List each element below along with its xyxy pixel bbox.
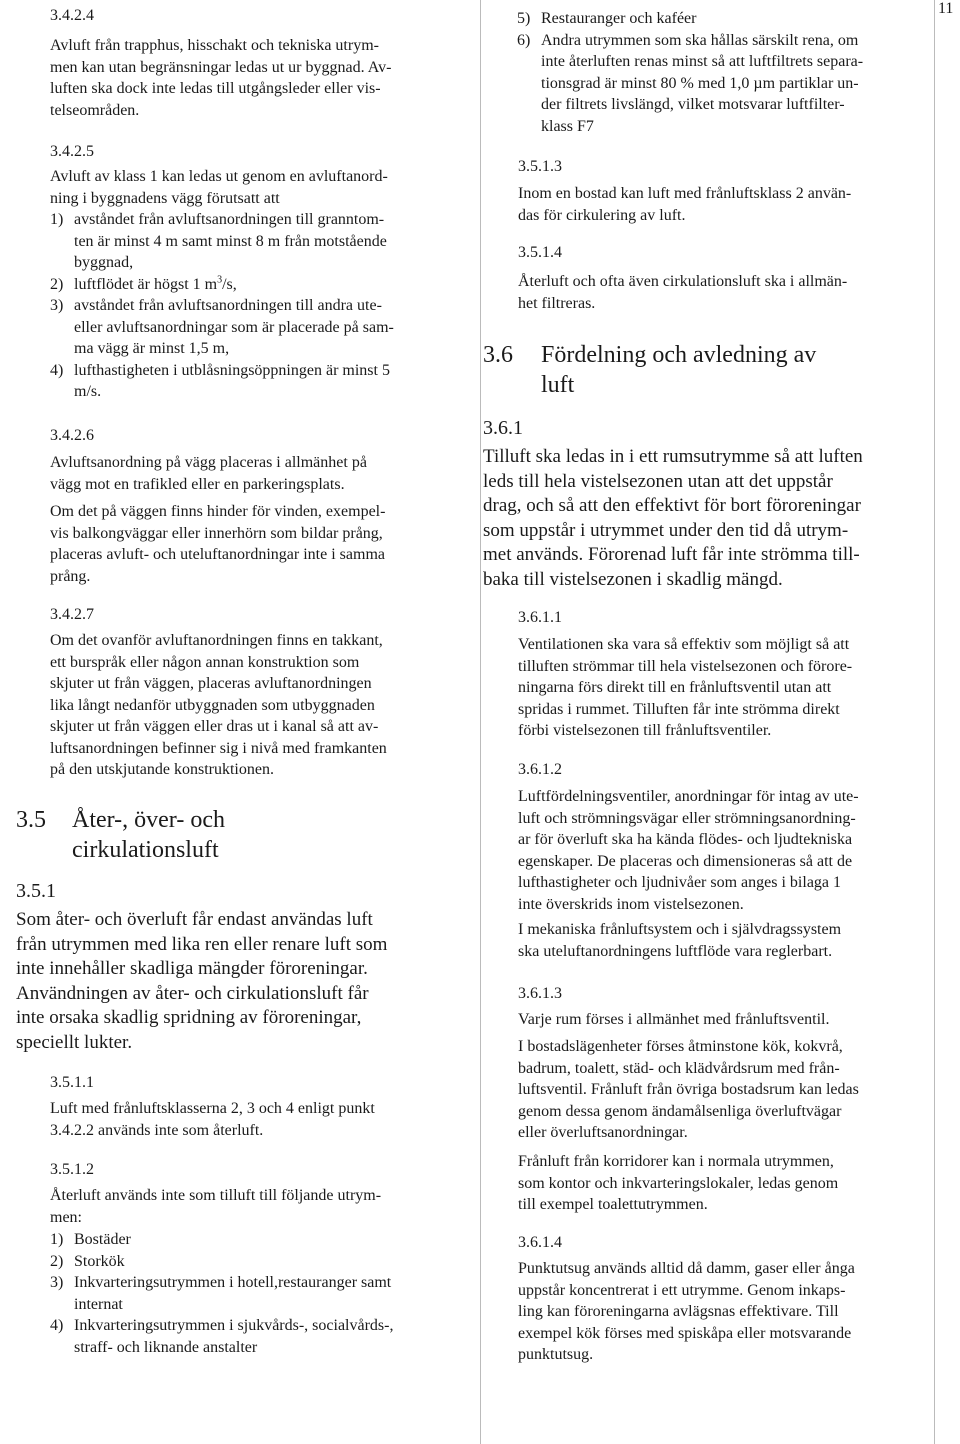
list-label: 1) [50,211,64,228]
text-line: egenskaper. De placeras och dimensioneras så att de [518,852,853,870]
paragraph-3-4-2-6-b [50,501,450,587]
list-text: Bostäder [74,1231,131,1248]
text-line: met används. Förorenad luft får inte strömma till- [483,544,860,565]
section-number-3-5-1-1: 3.5.1.1 [50,1074,94,1091]
text-line: från utrymmen med lika ren eller renare luft som [16,933,388,955]
text-line: skjuter ut från väggen eller dras ut i kanal så att av- [50,718,379,735]
paragraph-3-5-1 [16,908,450,1055]
paragraph-3-4-2-4 [50,35,450,121]
list-item [517,30,919,138]
text-line: inte överskrids inom vistelsezonen. [518,895,744,913]
list-text: Restauranger och kaféer [541,10,697,27]
text-line: Varje rum förses i allmänhet med frånluftsventil. [518,1011,830,1028]
paragraph-3-5-1-1 [50,1098,450,1141]
text-line: telseområden. [50,101,140,119]
text-line: ska uteluftanordningens luftflöde vara reglerbart. [518,942,833,960]
text-line: eller överluftsanordningar. [518,1124,688,1141]
text-line: genom dessa genom ändamålsenliga överluftvägar [518,1102,842,1120]
text-line: leds till hela vistelsezonen utan att det uppstår [483,470,833,492]
list-label: 4) [50,1317,64,1334]
text-line: Tilluft ska ledas in i ett rumsutrymme så att luften [483,446,863,467]
list-item [517,8,919,30]
list-label: 2) [50,275,64,293]
list-3-4-2-5 [50,209,450,403]
text-line: luftsanordningen befinner sig i nivå med framkanten [50,739,387,757]
list-item [50,295,450,360]
paragraph-3-6-1 [483,445,919,592]
text-line: Återluft används inte som tilluft till följande utrym- [50,1187,382,1204]
paragraph-3-5-1-3 [518,183,918,226]
text-line: ar för överluft ska ha kända flödes- och ljudtekniska [518,831,853,848]
section-number-3-6-1-2: 3.6.1.2 [518,761,562,778]
text-line: Om det ovanför avluftanordningen finns en takkant, [50,632,383,649]
text-line: till exempel toalettutrymmen. [518,1196,708,1213]
section-number-3-6-1-3: 3.6.1.3 [518,985,562,1002]
list-label: 6) [517,31,531,49]
list-item [50,1229,450,1251]
text-line: men kan utan begränsningar ledas ut ur byggnad. Av- [50,58,392,76]
text-line: Inom en bostad kan luft med frånluftsklass 2 använ- [518,185,852,202]
text-line: vis balkongväggar eller innerhörn som bildar prång, [50,524,383,542]
list-text: Storkök [74,1252,125,1270]
text-line: luft och strömningsvägar eller strömningsanordning- [518,809,856,827]
list-label: 4) [50,361,64,379]
text-line: Ventilationen ska vara så effektiv som möjligt så att [518,636,850,653]
text-line: ning i byggnadens vägg förutsatt att [50,189,280,207]
section-number-3-4-2-5: 3.4.2.5 [50,143,94,160]
text-line: skjuter ut från väggen, placeras avluftanordningen [50,675,372,692]
text-line: Luftfördelningsventiler, anordningar för intag av ute- [518,788,859,805]
paragraph-3-6-1-3-a [518,1009,918,1031]
list-text: Inkvarteringsutrymmen i hotell,restauranger samt internat [74,1274,392,1313]
section-number-3-5-1-4: 3.5.1.4 [518,244,562,261]
text-line: Som åter- och överluft får endast användas luft [16,909,373,930]
list-label: 3) [50,1274,64,1291]
list-item [50,209,450,274]
list-text: luftflödet är högst 1 $m^3/s$, [74,274,237,293]
list-item [50,1272,450,1315]
text-line: men: [50,1208,82,1226]
text-line: Avluftsanordning på vägg placeras i allmänhet på [50,454,367,471]
text-line: tilluften strömmar till hela vistelsezonen och förore- [518,657,853,675]
paragraph-3-4-2-5-intro [50,166,450,209]
text-line: Avluft från trapphus, hisschakt och tekniska utrym- [50,37,379,54]
text-line: ling kan föroreningarna avlägsnas effektivare. Till [518,1303,839,1320]
superscript: 3 [217,274,223,286]
text-line: som kontor och inkvarteringslokaler, ledas genom [518,1174,839,1192]
text-line: placeras avluft- och uteluftanordningar inte i samma [50,546,385,563]
paragraph-3-5-1-4 [518,271,918,314]
paragraph-3-6-1-3-c [518,1151,918,1216]
text-line: Luft med frånluftsklasserna 2, 3 och 4 enligt punkt [50,1100,375,1117]
heading-3-6: Fördelning och avledning av luft [541,342,817,398]
section-number-3-6-1-1: 3.6.1.1 [518,609,562,626]
text-line: exempel kök förses med spiskåpa eller motsvarande [518,1324,852,1342]
section-number-3-6-1: 3.6.1 [483,417,523,439]
text-line: luftsventil. Frånluft från övriga bostadsrum kan ledas [518,1081,859,1098]
text-line: luften ska dock inte ledas till utgångsleder eller vis- [50,80,381,97]
text-line: 3.4.2.2 används inte som återluft. [50,1121,264,1139]
text-line: Punktutsug används alltid då damm, gaser eller ånga [518,1260,855,1277]
text-line: Om det på väggen finns hinder för vinden, exempel- [50,503,386,520]
paragraph-3-4-2-6-a [50,452,450,495]
text-line: ett burspråk eller någon annan konstruktion som [50,653,360,671]
section-number-3-4-2-4: 3.4.2.4 [50,7,94,24]
list-text: avståndet från avluftsanordningen till andra ute- eller avluftsanordningar som är placerade på sam- ma vägg är minst 1,5 m, [74,297,394,357]
text-line: uppstår koncentrerat i ett utrymme. Genom inkaps- [518,1281,846,1299]
text-line: ningarna förs direkt till en frånluftsventil utan att [518,679,832,696]
list-label: 2) [50,1252,64,1270]
text-line: badrum, toalett, städ- och klädvårdsrum med från- [518,1059,840,1077]
text-line: speciellt lukter. [16,1031,133,1053]
list-label: 1) [50,1231,64,1248]
heading-number-3-5: 3.5 [16,807,46,833]
text-line: das för cirkulering av luft. [518,206,686,224]
list-text: avståndet från avluftsanordningen till granntom- ten är minst 4 m samt minst 8 m från motstående byggnad, [74,211,387,271]
paragraph-3-6-1-2-b [518,919,918,962]
text-line: Återluft och ofta även cirkulationsluft ska i allmän- [518,273,848,290]
section-number-3-4-2-6: 3.4.2.6 [50,427,94,444]
section-number-3-5-1-2: 3.5.1.2 [50,1161,94,1178]
text-line: lufthastigheter och ljudnivåer som anges i bilaga 1 [518,874,842,891]
text-line: punktutsug. [518,1346,594,1363]
paragraph-3-6-1-4 [518,1258,918,1366]
text-line: drag, och så att den effektivt för bort föroreningar [483,495,861,516]
section-number-3-4-2-7: 3.4.2.7 [50,606,94,623]
section-number-3-5-1: 3.5.1 [16,880,56,902]
page-number: 11 [938,0,954,17]
text-line: Användningen av åter- och cirkulationsluft får [16,982,369,1004]
list-continuation [517,8,919,137]
text-line: inte orsaka skadlig spridning av föroreningar, [16,1007,362,1028]
section-number-3-5-1-3: 3.5.1.3 [518,158,562,175]
text-line: vägg mot en trafikled eller en parkeringsplats. [50,475,345,493]
list-label: 5) [517,10,531,27]
list-3-5-1-2 [50,1229,450,1358]
heading-number-3-6: 3.6 [483,342,513,368]
text-line: förbi vistelsezonen till frånluftsventiler. [518,722,772,739]
list-item [50,274,450,296]
paragraph-3-6-1-2-a [518,786,918,915]
list-item [50,1251,450,1273]
paragraph-3-5-1-2-intro [50,1185,450,1228]
paragraph-3-6-1-3-b [518,1036,918,1144]
text-line: I bostadslägenheter förses åtminstone kök, kokvrå, [518,1038,843,1055]
text-line: Frånluft från korridorer kan i normala utrymmen, [518,1153,834,1170]
text-line: baka till vistelsezonen i skadlig mängd. [483,568,783,590]
heading-3-5: Åter-, över- och cirkulationsluft [72,807,225,863]
text-line: spridas i rummet. Tilluften får inte strömma direkt [518,700,840,718]
column-divider-left [480,0,481,1444]
section-number-3-6-1-4: 3.6.1.4 [518,1234,562,1251]
text-line: som uppstår i utrymmet under den tid då utrym- [483,519,849,541]
paragraph-3-6-1-1 [518,634,918,742]
text-line: inte innehåller skadliga mängder föroreningar. [16,958,368,979]
list-text: Andra utrymmen som ska hållas särskilt rena, om inte återluften renas minst så att luftfiltrets separa- tionsgrad är minst 80 % med 1,0 µm partiklar un- der filtrets livslängd, vilket motsvarar luftfilter- klass F7 [541,31,864,135]
column-divider-right [934,0,935,1444]
text-line: på den utskjutande konstruktionen. [50,761,274,778]
paragraph-3-4-2-7 [50,630,450,781]
list-item [50,1315,450,1358]
list-text: Inkvarteringsutrymmen i sjukvårds-, socialvårds-, straff- och liknande anstalter [74,1317,394,1356]
list-label: 3) [50,297,64,314]
text-line: Avluft av klass 1 kan ledas ut genom en avluftanord- [50,168,388,185]
text-line: I mekaniska frånluftsystem och i självdragssystem [518,921,842,938]
text-line: prång. [50,567,91,585]
list-text: lufthastigheten i utblåsningsöppningen är minst 5 m/s. [74,361,390,400]
text-line: het filtreras. [518,294,596,312]
list-item [50,360,450,403]
text-line: lika långt nedanför utbyggnaden som utbyggnaden [50,696,375,714]
